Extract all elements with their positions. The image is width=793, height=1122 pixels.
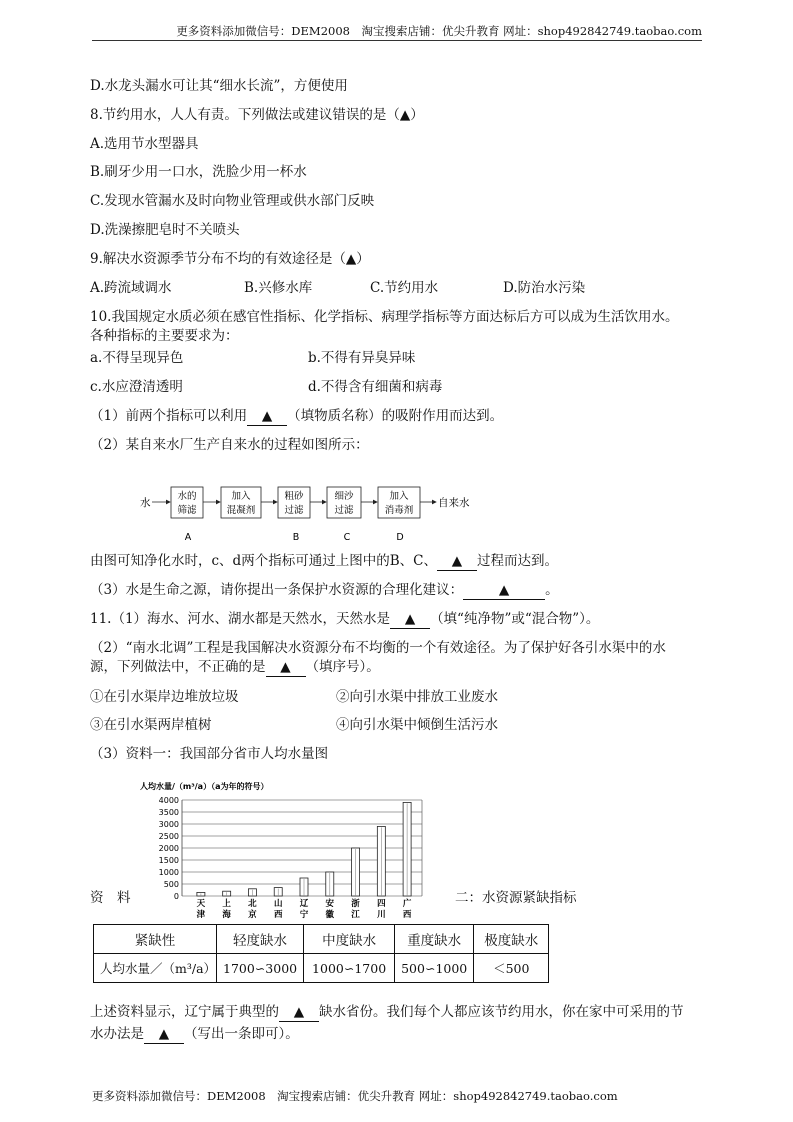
q10-part1: （1）前两个指标可以利用 ▲ （填物质名称）的吸附作用而达到。 <box>90 408 504 424</box>
flow-step-label: 过滤 <box>284 505 304 516</box>
flow-step-label: 筛滤 <box>177 505 197 516</box>
y-tick-label: 2000 <box>158 844 179 853</box>
flow-step-label: 水的 <box>177 491 197 502</box>
page-header: 更多资料添加微信号：DEM2008 淘宝搜索店铺：优尖升教育 网址：shop492842749.taobao.com <box>92 22 702 41</box>
y-tick-label: 3000 <box>158 820 179 829</box>
x-tick-label: 山 <box>273 899 283 909</box>
x-tick-label: 川 <box>377 910 386 920</box>
q10-item-c: c.水应澄清透明 <box>90 379 183 395</box>
x-tick-label: 天 <box>196 899 206 909</box>
y-tick-label: 1000 <box>158 868 179 877</box>
q8-option-b: B.刷牙少用一口水，洗脸少用一杯水 <box>90 164 307 180</box>
q9-option-a: A.跨流域调水 <box>90 280 172 296</box>
flow-end-label: 自来水 <box>438 497 470 509</box>
table-header-cell: 重度缺水 <box>395 925 474 954</box>
q9-stem: 9.解决水资源季节分布不均的有效途径是（▲） <box>90 251 370 267</box>
q8-option-d: D.洗澡擦肥皂时不关喷头 <box>90 222 240 238</box>
flow-step-label: 加入 <box>231 491 251 502</box>
table-cell: ＜500 <box>474 954 549 983</box>
x-tick-label: 江 <box>351 910 360 920</box>
table-cell: 1000∽1700 <box>304 954 395 983</box>
table-cell: 500∽1000 <box>395 954 474 983</box>
y-tick-label: 2500 <box>158 832 179 841</box>
flow-step-label: 混凝剂 <box>226 505 256 516</box>
y-tick-label: 4000 <box>158 796 179 805</box>
q11-conclusion-line2: 水办法是 ▲ （写出一条即可）。 <box>90 1026 299 1042</box>
q8-stem: 8.节约用水，人人有责。下列做法或建议错误的是（▲） <box>90 107 424 123</box>
flow-marker: A <box>184 532 192 543</box>
q10-part2-conclusion: 由图可知净化水时，c、d两个指标可通过上图中的B、C、 ▲ 过程而达到。 <box>90 553 558 569</box>
q11-part2-line2: 源，下列做法中，不正确的是 ▲ （填序号）。 <box>90 659 380 675</box>
y-tick-label: 3500 <box>158 808 179 817</box>
y-tick-label: 1500 <box>158 856 179 865</box>
q10-item-d: d.不得含有细菌和病毒 <box>308 379 443 395</box>
table-header-cell: 轻度缺水 <box>217 925 304 954</box>
x-tick-label: 上 <box>222 899 231 909</box>
chart-title: 人均水量/（m³/a）（a为年的符号） <box>140 782 269 791</box>
x-tick-label: 广 <box>402 899 412 909</box>
answer-blank[interactable]: ▲ <box>144 1025 184 1044</box>
x-tick-label: 津 <box>196 910 206 920</box>
q8-option-c: C.发现水管漏水及时向物业管理或供水部门反映 <box>90 193 375 209</box>
q10-stem-line2: 各种指标的主要要求为： <box>90 328 239 344</box>
flow-step-label: 过滤 <box>334 505 354 516</box>
flow-step-label: 加入 <box>389 491 409 502</box>
q10-stem-line1: 10.我国规定水质必须在感官性指标、化学指标、病理学指标等方面达标后方可以成为生活饮用水。 <box>90 309 679 325</box>
answer-blank[interactable]: ▲ <box>390 610 430 629</box>
page-footer: 更多资料添加微信号：DEM2008 淘宝搜索店铺：优尖升教育 网址：shop492842749.taobao.com <box>92 1089 618 1103</box>
flow-marker: B <box>292 532 300 543</box>
q10-part2: （2）某自来水厂生产自来水的过程如图所示： <box>90 437 369 453</box>
q11-option-2: ②向引水渠中排放工业废水 <box>336 689 498 705</box>
q11-part2-line1: （2）“南水北调”工程是我国解决水资源分布不均衡的一个有效途径。为了保护好各引水渠中的水 <box>90 640 666 656</box>
x-tick-label: 海 <box>222 910 231 920</box>
answer-blank[interactable]: ▲ <box>266 658 306 677</box>
q11-option-3: ③在引水渠两岸植树 <box>90 717 212 733</box>
x-tick-label: 京 <box>248 910 257 920</box>
water-treatment-flow-diagram <box>136 480 486 546</box>
answer-blank[interactable]: ▲ <box>247 407 287 426</box>
x-tick-label: 四 <box>377 899 386 909</box>
table-header-cell: 极度缺水 <box>474 925 549 954</box>
answer-blank[interactable]: ▲ <box>437 552 477 571</box>
x-tick-label: 西 <box>273 910 283 920</box>
q9-option-d: D.防治水污染 <box>503 280 586 296</box>
x-tick-label: 安 <box>325 899 335 909</box>
x-tick-label: 辽 <box>299 899 309 909</box>
q8-option-a: A.选用节水型器具 <box>90 136 199 152</box>
x-tick-label: 宁 <box>299 910 309 920</box>
flow-marker: D <box>396 532 404 543</box>
flow-step-label: 细沙 <box>334 491 354 502</box>
x-tick-label: 浙 <box>351 899 360 909</box>
table-header-row <box>94 925 549 954</box>
x-tick-label: 北 <box>248 899 257 909</box>
flow-marker: C <box>343 532 351 543</box>
q11-part1: 11.（1）海水、河水、湖水都是天然水，天然水是 ▲ （填“纯净物”或“混合物”）。 <box>90 611 600 627</box>
flow-step-label: 消毒剂 <box>384 505 414 516</box>
water-per-capita-bar-chart <box>130 778 426 926</box>
q11-conclusion-line1: 上述资料显示，辽宁属于典型的 ▲ 缺水省份。我们每个人都应该节约用水，你在家中可采用的节 <box>90 1004 684 1020</box>
q9-option-c: C.节约用水 <box>370 280 439 296</box>
q11-option-4: ④向引水渠中倾倒生活污水 <box>336 717 498 733</box>
table-cell: 1700∽3000 <box>217 954 304 983</box>
x-tick-label: 徽 <box>325 910 335 920</box>
flow-step-label: 粗砂 <box>284 491 304 502</box>
table-row-label: 人均水量／（m³/a） <box>94 954 217 983</box>
flow-start-label: 水 <box>140 497 151 509</box>
answer-blank[interactable]: ▲ <box>279 1003 319 1022</box>
ziliao-label-right: 二：水资源紧缺指标 <box>455 890 577 906</box>
table-header-cell: 中度缺水 <box>304 925 395 954</box>
y-tick-label: 0 <box>173 892 179 901</box>
x-tick-label: 西 <box>402 910 412 920</box>
water-shortage-index-table <box>93 924 549 983</box>
answer-blank[interactable]: ▲ <box>463 581 545 600</box>
q11-part3-title: （3）资料一：我国部分省市人均水量图 <box>90 746 329 762</box>
y-tick-label: 500 <box>163 880 179 889</box>
table-header-cell: 紧缺性 <box>94 925 217 954</box>
q10-item-b: b.不得有异臭异味 <box>308 350 416 366</box>
q7-option-d: D.水龙头漏水可让其“细水长流”，方便使用 <box>90 78 348 94</box>
q9-option-b: B.兴修水库 <box>244 280 313 296</box>
ziliao-label-left: 资 料 <box>90 890 131 906</box>
q11-option-1: ①在引水渠岸边堆放垃圾 <box>90 689 239 705</box>
q10-part3: （3）水是生命之源，请你提出一条保护水资源的合理化建议： ▲ 。 <box>90 582 559 598</box>
table-row <box>94 954 549 983</box>
q10-item-a: a.不得呈现异色 <box>90 350 184 366</box>
